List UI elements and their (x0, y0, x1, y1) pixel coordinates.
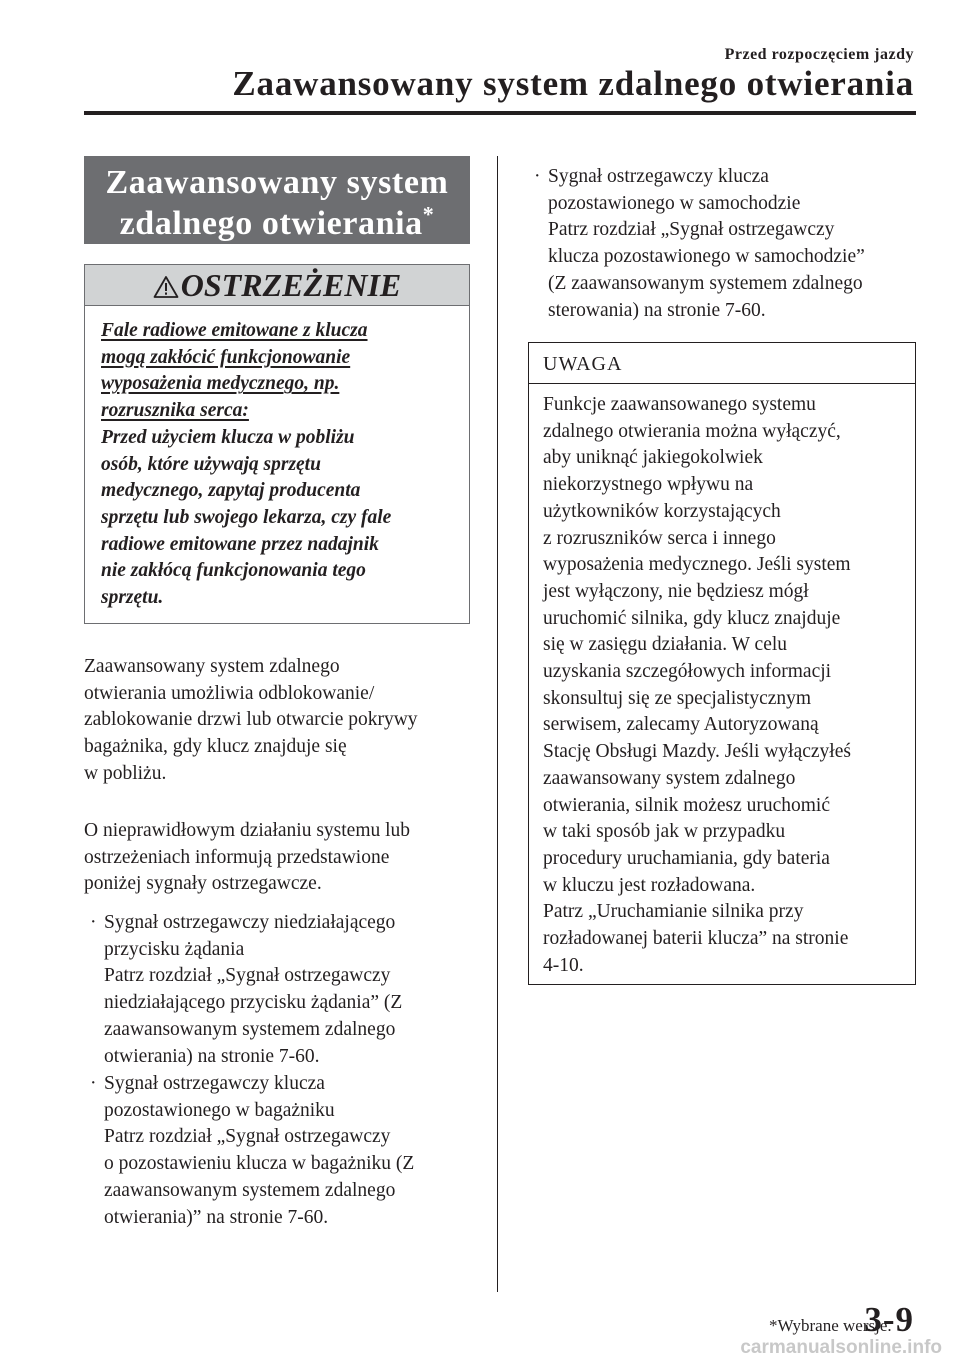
bullet-line: pozostawionego w samochodzie (548, 192, 801, 214)
bullet-item (90, 1071, 415, 1231)
note-line: się w zasięgu działania. W celu (543, 634, 788, 656)
warning-line: nie zakłócą funkcjonowania tego (101, 560, 366, 582)
bullet-line: Patrz rozdział „Sygnał ostrzegawczy (104, 965, 391, 987)
bullet-mark: · (534, 166, 541, 187)
note-line: zdalnego otwierania można wyłączyć, (543, 420, 841, 442)
bullet-line: Patrz rozdział „Sygnał ostrzegawczy (548, 219, 835, 241)
note-line: uruchomić silnika, gdy klucz znajduje (543, 607, 841, 629)
note-line: 4-10. (543, 954, 584, 976)
paragraph-line: poniżej sygnały ostrzegawcze. (84, 873, 322, 895)
bullet-line: (Z zaawansowanym systemem zdalnego (548, 272, 863, 294)
bullet-line: sterowania) na stronie 7-60. (548, 299, 766, 321)
warning-line: Przed użyciem klucza w pobliżu (101, 426, 355, 448)
footnote: *Wybrane wersje. (769, 1316, 892, 1335)
note-line: aby uniknąć jakiegokolwiek (543, 447, 763, 469)
note-box (528, 342, 916, 985)
bullet-line: zaawansowanym systemem zdalnego (104, 1018, 396, 1040)
bullet-line: otwierania) na stronie 7-60. (104, 1045, 320, 1067)
note-line: Patrz „Uruchamianie silnika przy (543, 901, 804, 923)
section-title-line-1: Zaawansowany system (105, 164, 449, 201)
column-divider (497, 156, 498, 1292)
note-line: w taki sposób jak w przypadku (543, 821, 786, 843)
note-heading: UWAGA (529, 343, 915, 384)
bullet-line: Sygnał ostrzegawczy niedziałającego (104, 912, 396, 933)
optional-feature-asterisk: * (422, 201, 435, 227)
bullet-line: o pozostawieniu klucza w bagażniku (Z (104, 1153, 415, 1175)
note-line: niekorzystnego wpływu na (543, 474, 754, 496)
bullet-line: Sygnał ostrzegawczy klucza (104, 1073, 325, 1094)
watermark: carmanualsonline.info (740, 1337, 942, 1358)
warning-heading-text: OSTRZEŻENIE (180, 267, 402, 303)
bullet-item (90, 910, 403, 1070)
bullet-line: otwierania)” na stronie 7-60. (104, 1206, 329, 1228)
note-line: w kluczu jest rozładowana. (543, 874, 756, 896)
warning-line: medycznego, zapytaj producenta (101, 480, 361, 502)
warning-box (84, 264, 470, 624)
warning-underlined-line: wyposażenia medycznego, np. (101, 373, 340, 395)
note-line: skonsultuj się ze specjalistycznym (543, 687, 812, 709)
note-line: Funkcje zaawansowanego systemu (543, 394, 816, 415)
page-number: 3-9 (864, 1300, 914, 1339)
paragraph-line: ostrzeżeniach informują przedstawione (84, 846, 390, 868)
note-line: jest wyłączony, nie będziesz mógł (543, 580, 809, 602)
note-body (529, 384, 915, 979)
paragraph-line: bagażnika, gdy klucz znajduje się (84, 736, 347, 758)
section-title-line-2: zdalnego otwierania* (119, 201, 435, 242)
paragraph-line: zablokowanie drzwi lub otwarcie pokrywy (84, 709, 418, 731)
warning-body (85, 306, 469, 612)
warning-line: sprzętu. (101, 587, 164, 609)
bullet-line: niedziałającego przycisku żądania” (Z (104, 992, 403, 1014)
warning-line: osób, które używają sprzętu (101, 453, 321, 475)
paragraph-line: O nieprawidłowym działaniu systemu lub (84, 820, 411, 841)
running-head-title: Zaawansowany system zdalnego otwierania (232, 64, 914, 103)
warning-underlined-line: Fale radiowe emitowane z klucza (101, 320, 368, 341)
note-line: Stację Obsługi Mazdy. Jeśli wyłączyłeś (543, 741, 851, 763)
paragraph-line: otwierania umożliwia odblokowanie/ (84, 682, 375, 704)
bullet-line: Sygnał ostrzegawczy klucza (548, 166, 769, 187)
bullet-line: przycisku żądania (104, 938, 245, 960)
info-paragraph (84, 818, 410, 898)
bullet-item (534, 164, 865, 324)
intro-paragraph (84, 654, 418, 788)
note-line: użytkowników korzystających (543, 500, 781, 522)
note-line: zaawansowany system zdalnego (543, 767, 796, 789)
warning-underlined-line: rozrusznika serca: (101, 400, 249, 422)
warning-heading (85, 265, 469, 306)
bullet-line: klucza pozostawionego w samochodzie” (548, 246, 865, 268)
warning-underlined-line: mogą zakłócić funkcjonowanie (101, 346, 351, 368)
note-line: rozładowanej baterii klucza” na stronie (543, 928, 849, 950)
note-line: serwisem, zalecamy Autoryzowaną (543, 714, 819, 736)
section-title-banner (84, 156, 470, 244)
note-line: procedury uruchamiania, gdy bateria (543, 847, 830, 869)
warning-line: radiowe emitowane przez nadajnik (101, 533, 379, 555)
warning-triangle-icon (153, 275, 179, 299)
note-line: wyposażenia medycznego. Jeśli system (543, 554, 851, 576)
bullet-mark: · (90, 1073, 97, 1094)
header-rule (84, 111, 916, 115)
bullet-mark: · (90, 912, 97, 933)
paragraph-line: w pobliżu. (84, 762, 167, 784)
bullet-line: Patrz rozdział „Sygnał ostrzegawczy (104, 1126, 391, 1148)
note-line: uzyskania szczegółowych informacji (543, 661, 832, 683)
note-line: otwierania, silnik możesz uruchomić (543, 794, 830, 816)
bullet-line: pozostawionego w bagażniku (104, 1099, 335, 1121)
warning-line: sprzętu lub swojego lekarza, czy fale (101, 506, 392, 528)
bullet-line: zaawansowanym systemem zdalnego (104, 1179, 396, 1201)
note-line: z rozruszników serca i innego (543, 527, 776, 549)
paragraph-line: Zaawansowany system zdalnego (84, 656, 340, 677)
running-head-section: Przed rozpoczęciem jazdy (724, 46, 914, 63)
